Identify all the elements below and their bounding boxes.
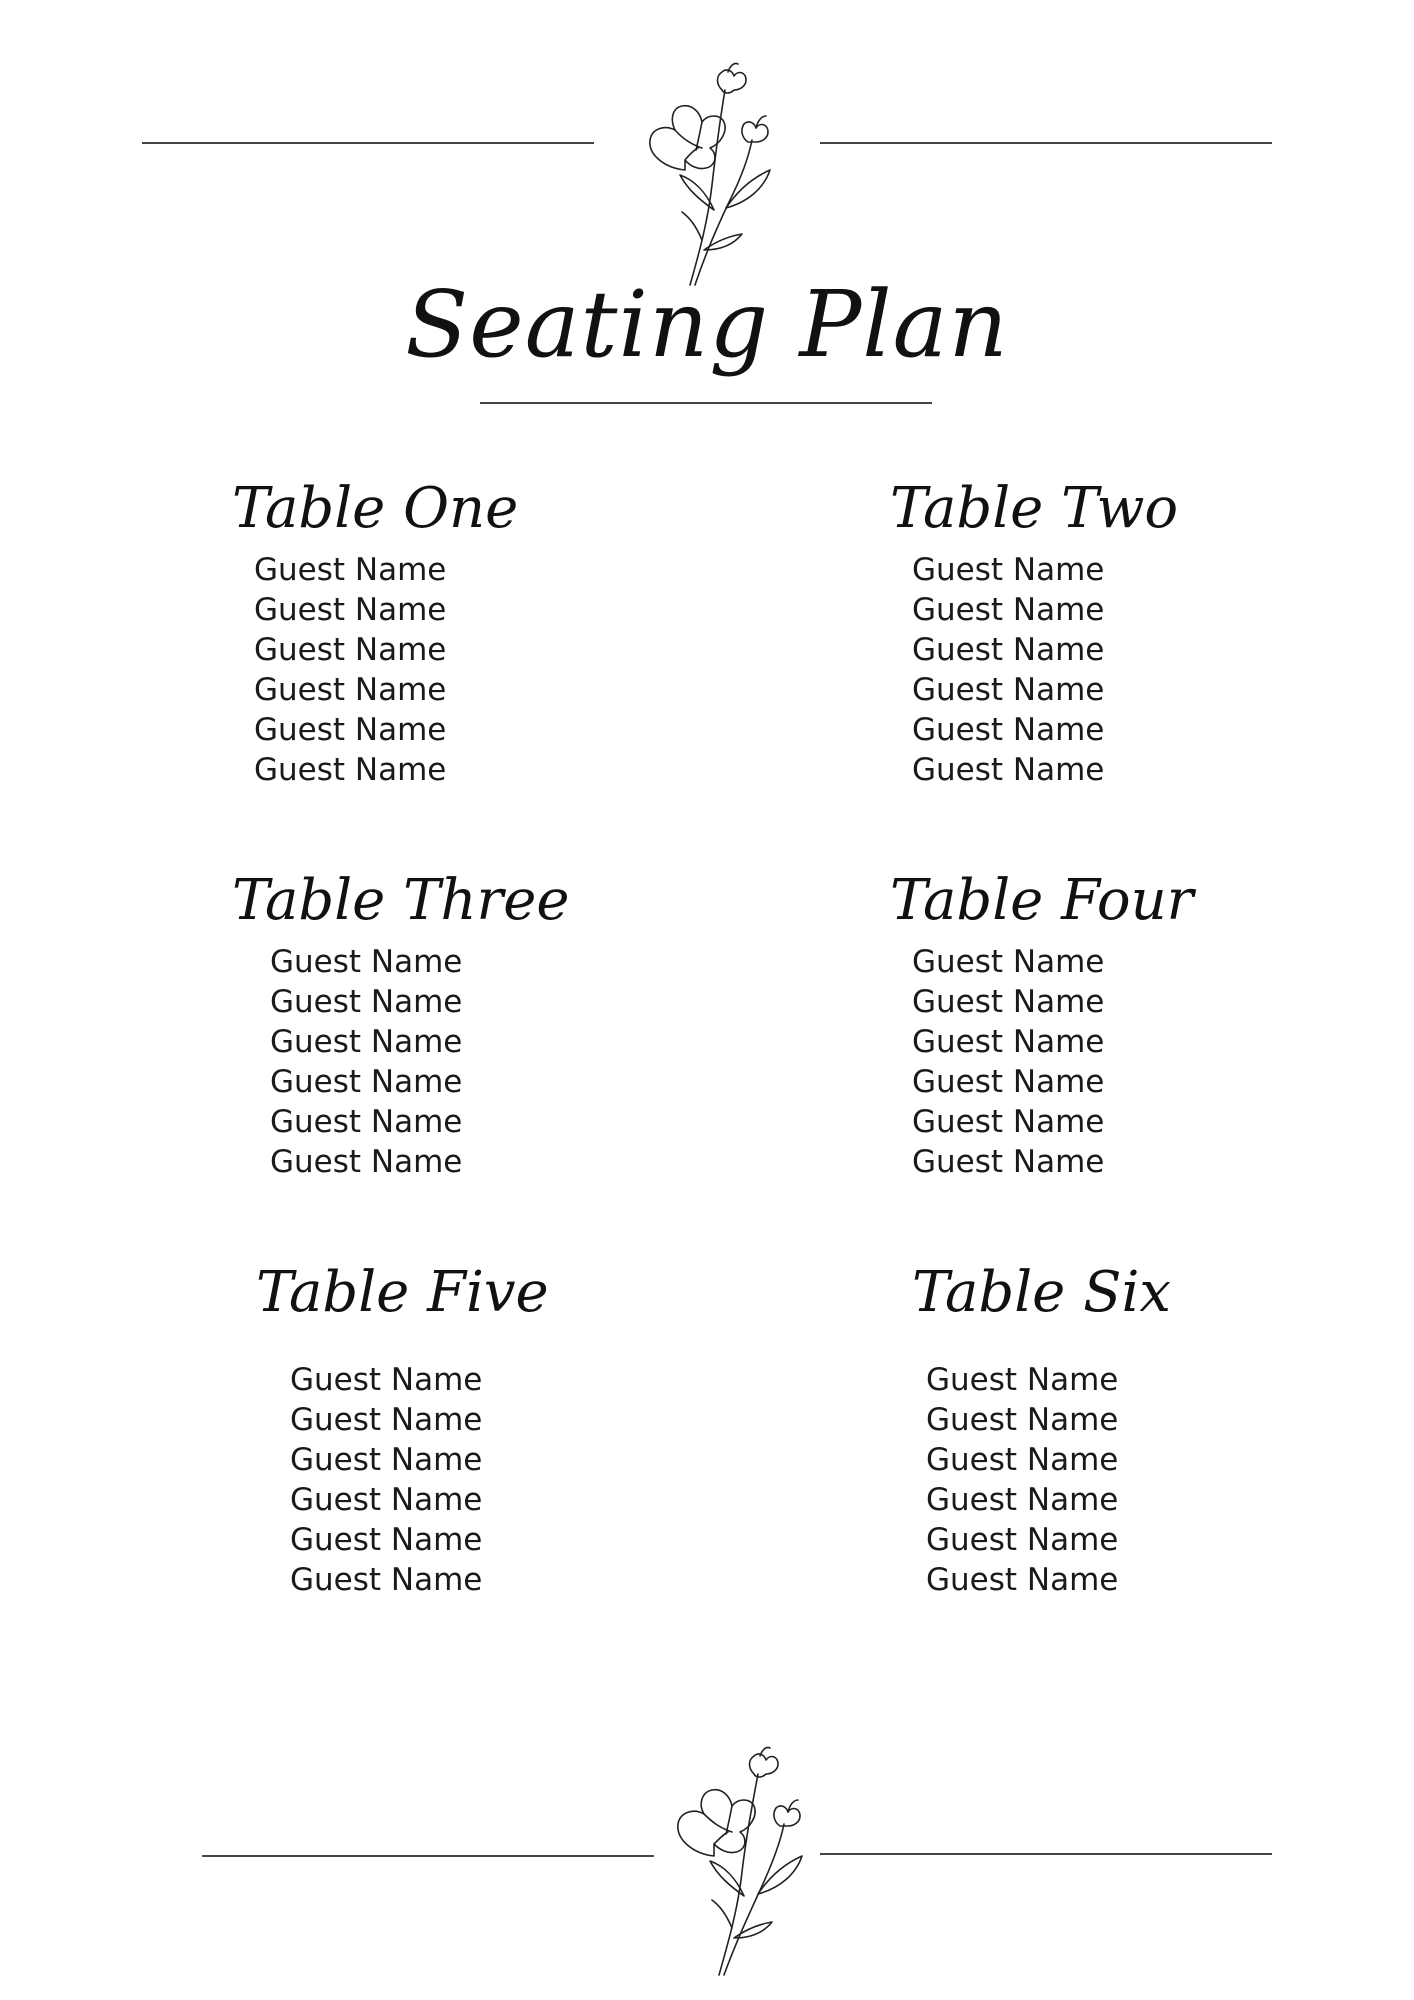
guest-name: Guest Name [254, 592, 447, 628]
guest-name: Guest Name [290, 1522, 483, 1558]
table-three [232, 868, 652, 1182]
guest-name: Guest Name [926, 1402, 1119, 1438]
guest-name: Guest Name [926, 1362, 1119, 1398]
table-heading: Table One [232, 476, 519, 541]
guest-name: Guest Name [270, 1104, 463, 1140]
table-heading: Table Four [890, 868, 1194, 933]
guest-name: Guest Name [912, 1104, 1105, 1140]
top-right-divider [820, 142, 1272, 144]
guest-name: Guest Name [254, 632, 447, 668]
page-title: Seating Plan [405, 271, 1009, 378]
guest-name: Guest Name [254, 672, 447, 708]
guest-list [290, 1360, 676, 1600]
table-five [256, 1260, 676, 1600]
guest-name: Guest Name [912, 944, 1105, 980]
guest-name: Guest Name [912, 712, 1105, 748]
table-four [890, 868, 1310, 1182]
guest-name: Guest Name [290, 1562, 483, 1598]
guest-name: Guest Name [290, 1402, 483, 1438]
bottom-flower-icon [664, 1730, 814, 1980]
top-flower-icon [630, 50, 780, 290]
guest-name: Guest Name [912, 1144, 1105, 1180]
title-underline [480, 402, 932, 404]
guest-name: Guest Name [912, 592, 1105, 628]
guest-name: Guest Name [912, 1024, 1105, 1060]
table-heading: Table Six [912, 1260, 1171, 1325]
guest-name: Guest Name [270, 1064, 463, 1100]
guest-name: Guest Name [270, 1024, 463, 1060]
guest-name: Guest Name [912, 752, 1105, 788]
guest-list [926, 1360, 1332, 1600]
table-heading: Table Five [256, 1260, 549, 1325]
top-left-divider [142, 142, 594, 144]
guest-name: Guest Name [912, 552, 1105, 588]
guest-name: Guest Name [926, 1562, 1119, 1598]
guest-name: Guest Name [290, 1442, 483, 1478]
guest-name: Guest Name [926, 1442, 1119, 1478]
guest-name: Guest Name [254, 712, 447, 748]
guest-list [912, 942, 1310, 1182]
table-heading: Table Three [232, 868, 570, 933]
guest-name: Guest Name [254, 752, 447, 788]
guest-name: Guest Name [926, 1522, 1119, 1558]
guest-name: Guest Name [912, 672, 1105, 708]
guest-name: Guest Name [254, 552, 447, 588]
bottom-left-divider [202, 1855, 654, 1857]
guest-name: Guest Name [926, 1482, 1119, 1518]
bottom-right-divider [820, 1853, 1272, 1855]
table-heading: Table Two [890, 476, 1179, 541]
guest-name: Guest Name [912, 984, 1105, 1020]
guest-list [270, 942, 652, 1182]
guest-name: Guest Name [270, 1144, 463, 1180]
guest-name: Guest Name [270, 944, 463, 980]
guest-name: Guest Name [290, 1362, 483, 1398]
table-one [232, 476, 652, 790]
guest-name: Guest Name [912, 632, 1105, 668]
guest-name: Guest Name [290, 1482, 483, 1518]
guest-name: Guest Name [270, 984, 463, 1020]
table-six [912, 1260, 1332, 1600]
table-two [890, 476, 1310, 790]
guest-list [912, 550, 1310, 790]
guest-name: Guest Name [912, 1064, 1105, 1100]
guest-list [254, 550, 652, 790]
